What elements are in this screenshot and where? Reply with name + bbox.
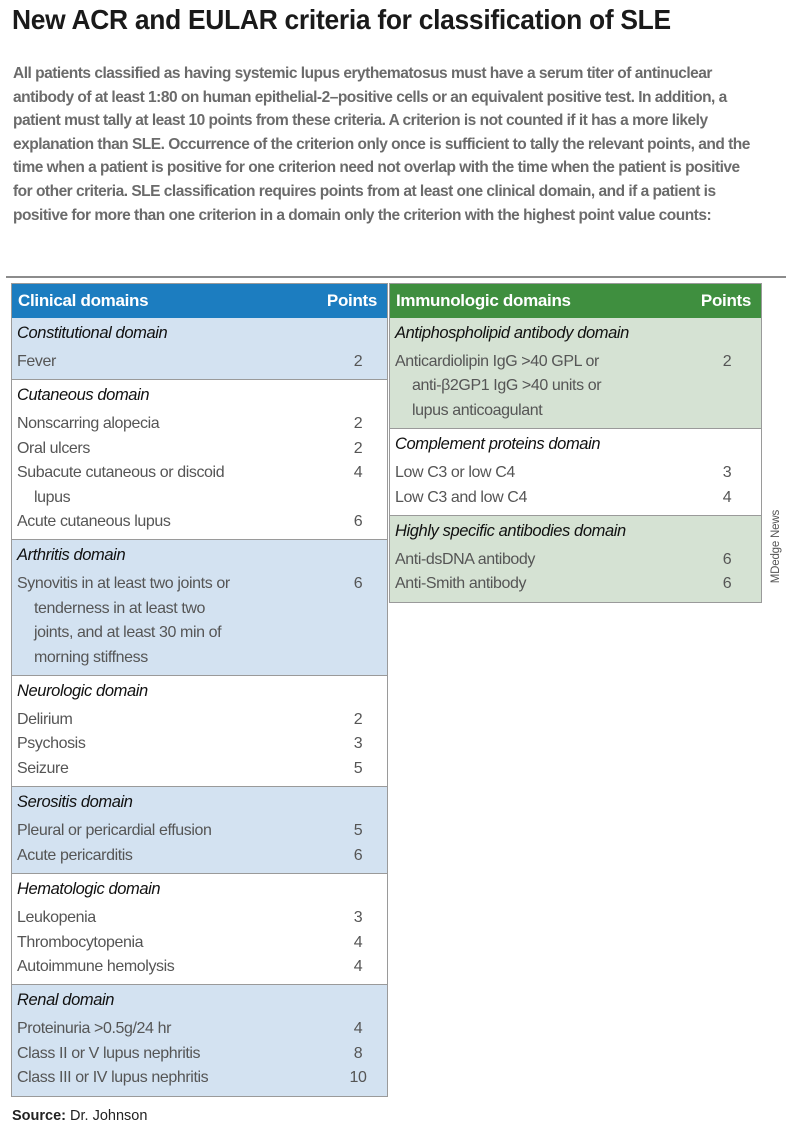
domain-group [12,675,387,786]
criterion-row [12,437,387,461]
criterion-points: 3 [353,735,363,753]
criterion-row [12,510,387,534]
criterion-label [12,819,329,843]
criterion-row [12,906,387,930]
domain-group [12,873,387,984]
criterion-row [12,757,387,781]
criterion-label-continuation: lupus [34,488,71,506]
domain-group [390,318,761,428]
criterion-label-text: Fever [17,353,56,370]
criterion-label [12,572,329,670]
domain-name: Antiphospholipid antibody domain [395,324,629,342]
criterion-label [12,350,329,374]
criterion-label [12,931,329,955]
criterion-points: 4 [722,488,732,506]
criterion-label-text: Seizure [17,759,69,777]
intro-paragraph: All patients classified as having systemic lupus erythematosus must have a serum titer of antinuclear antibody of at least 1:80 on human epithelial-2–positive cells or an equivalent positive test. In addition, a patient must tally at least 10 points from these criteria. A criterion is not counted if it has a more likely explanation than SLE. Occurrence of the criterion only once is sufficient to tally the relevant points, and the time when a patient is positive for one criterion need not overlap with the time when the patient is positive for other criteria. SLE classification requires points from at least one clinical domain, and if a patient is positive for more than one criterion in a domain only the criterion with the highest point value counts: [13,65,750,224]
criterion-row [390,461,761,485]
criterion-label [390,350,693,423]
criterion-points: 4 [353,957,363,975]
domain-name: Highly specific antibodies domain [395,522,626,541]
criterion-label [12,437,329,461]
criterion-label-text: Oral ulcers [17,439,90,457]
criterion-points: 10 [349,1069,367,1087]
criterion-label-text: Nonscarring alopecia [17,415,160,433]
criterion-row [12,461,387,510]
criterion-label [12,708,329,732]
criterion-row [390,486,761,510]
criterion-label [12,510,329,534]
criterion-label-text: Low C3 or low C4 [395,464,515,482]
domain-name: Arthritis domain [17,546,126,565]
domain-group [390,515,761,602]
criterion-label-text: Psychosis [17,735,86,753]
criterion-row [12,708,387,732]
criterion-row [12,412,387,436]
criterion-row [12,955,387,979]
criterion-label-text: Leukopenia [17,909,96,927]
domain-group [12,786,387,873]
domain-group [12,318,387,379]
source-label: Source: [12,1108,66,1124]
immunologic-domains-table [389,283,762,603]
criterion-row [12,1042,387,1066]
domain-name: Complement proteins domain [395,435,601,454]
immunologic-header-label: Immunologic domains [396,291,571,310]
criterion-points: 6 [353,513,363,531]
criterion-points: 2 [353,353,363,370]
criterion-label-text: Class III or IV lupus nephritis [17,1069,209,1087]
criterion-label [12,412,329,436]
criterion-row [12,1066,387,1090]
criterion-row [12,572,387,670]
criterion-label [12,844,329,868]
clinical-header-points: Points [326,291,378,310]
criterion-label-text: Acute cutaneous lupus [17,513,171,531]
domain-name: Cutaneous domain [17,386,150,405]
criterion-points: 2 [353,439,363,457]
criterion-label [12,1042,329,1066]
criterion-label [390,461,693,485]
criterion-label-text: Class II or V lupus nephritis [17,1044,201,1062]
criterion-row [390,350,761,423]
criterion-label-continuation: anti-β2GP1 IgG >40 units or lupus anticoagulant [412,377,602,419]
criterion-label [390,572,693,596]
criterion-label-text: Anticardiolipin IgG >40 GPL or [395,353,599,370]
immunologic-domain-list [390,318,761,602]
criterion-points: 5 [353,759,363,777]
criterion-row [12,350,387,374]
criterion-label-text: Anti-dsDNA antibody [395,551,536,569]
criterion-points: 2 [722,353,732,370]
side-credit: MDedge News [770,510,782,584]
criterion-label [12,906,329,930]
clinical-domain-list [12,318,387,1096]
criterion-label-text: Proteinuria >0.5g/24 hr [17,1020,172,1038]
domain-group [12,379,387,539]
criterion-row [390,548,761,572]
clinical-header-label: Clinical domains [18,291,149,310]
criterion-row [12,819,387,843]
criterion-label-text: Acute pericarditis [17,846,133,864]
criterion-points: 4 [353,933,363,951]
criterion-label-text: Autoimmune hemolysis [17,957,175,975]
domain-name: Neurologic domain [17,682,148,701]
criterion-points: 6 [353,575,363,593]
domain-group [12,539,387,675]
criterion-label [12,732,329,756]
criterion-label-text: Subacute cutaneous or discoid [17,464,225,482]
criterion-points: 4 [353,1020,363,1038]
criterion-label [12,461,329,510]
domain-name: Serositis domain [17,793,133,812]
criterion-label-text: Thrombocytopenia [17,933,144,951]
criterion-label [390,548,693,572]
domain-name: Renal domain [17,991,115,1010]
domain-name: Constitutional domain [17,324,168,342]
criterion-label-text: Delirium [17,711,73,729]
top-divider [6,276,786,278]
page-title: New ACR and EULAR criteria for classification of SLE [12,4,671,35]
criterion-row [12,1017,387,1041]
criterion-label-text: Pleural or pericardial effusion [17,822,212,840]
criterion-points: 6 [722,551,732,569]
criterion-label [12,757,329,781]
criterion-points: 6 [722,575,732,593]
criterion-label-text: Low C3 and low C4 [395,488,527,506]
criterion-points: 4 [353,464,363,482]
criterion-row [12,931,387,955]
criterion-points: 5 [353,822,363,840]
source-text: Dr. Johnson [66,1108,148,1124]
criterion-points: 6 [353,846,363,864]
immunologic-header-points: Points [700,291,752,310]
criterion-points: 2 [353,711,363,729]
criterion-points: 8 [353,1044,363,1062]
criterion-row [390,572,761,596]
criterion-row [12,844,387,868]
criterion-label [390,486,693,510]
criterion-points: 3 [722,464,732,482]
criterion-points: 3 [353,909,363,927]
criterion-label [12,1017,329,1041]
criterion-label-text: Synovitis in at least two joints or [17,575,230,593]
domain-group [12,984,387,1095]
clinical-domains-table [11,283,388,1097]
clinical-table-header [12,284,387,318]
domain-group [390,428,761,515]
criterion-label-text: Anti-Smith antibody [395,575,527,593]
immunologic-table-header [390,284,761,318]
criterion-label [12,955,329,979]
domain-name: Hematologic domain [17,880,161,899]
criterion-label-continuation: tenderness in at least two joints, and at least 30 min of morning stiffness [34,599,222,666]
criterion-label [12,1066,329,1090]
criterion-points: 2 [353,415,363,433]
criterion-row [12,732,387,756]
source-line [12,1108,147,1124]
